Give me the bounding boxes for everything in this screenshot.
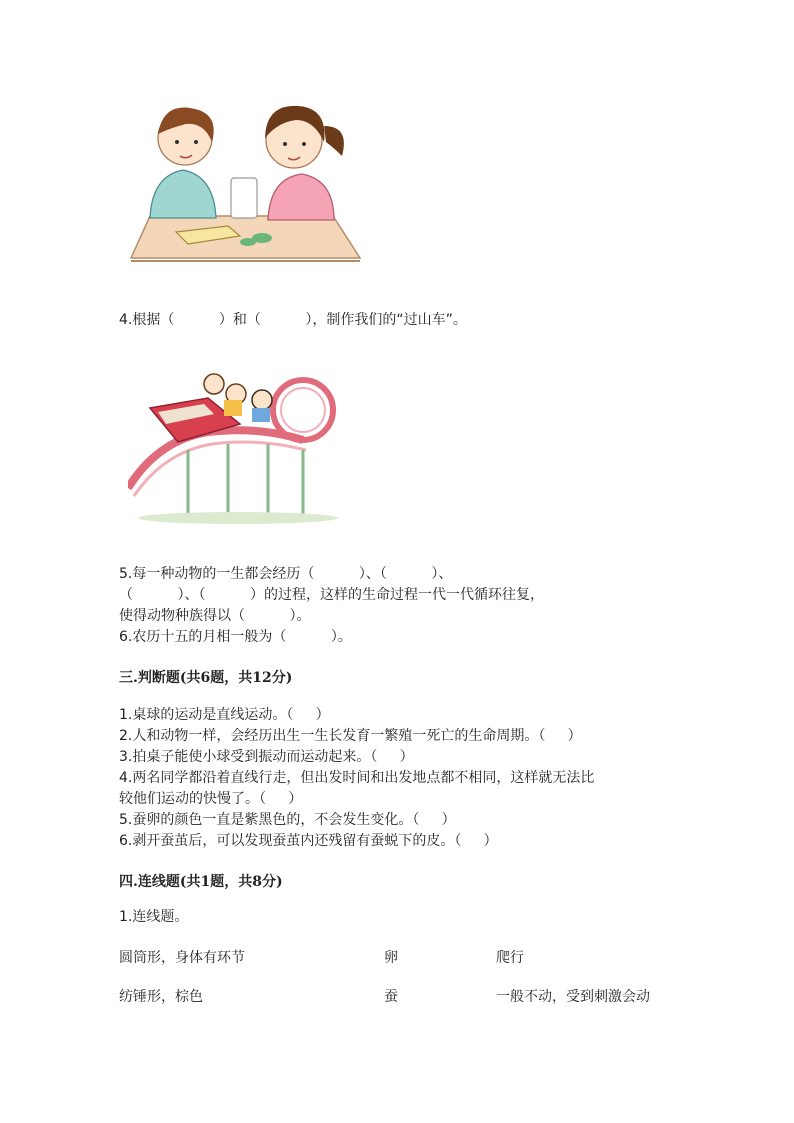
judge-item-2: 2.人和动物一样，会经历出生一生长发育一繁殖一死亡的生命周期。（ ） bbox=[119, 728, 582, 744]
matching-right-2: 一般不动，受到刺激会动 bbox=[496, 989, 650, 1005]
children-observing-illustration bbox=[128, 98, 363, 268]
matching-middle-2: 蚕 bbox=[384, 989, 398, 1005]
question-5-line-2: （ ）、（ ）的过程，这样的生命过程一代一代循环往复， bbox=[119, 587, 545, 603]
matching-question-1: 1.连线题。 bbox=[119, 909, 189, 925]
roller-coaster-illustration bbox=[128, 370, 338, 525]
judge-item-6: 6.剥开蚕茧后，可以发现蚕茧内还残留有蚕蜕下的皮。（ ） bbox=[119, 833, 498, 849]
question-5-line-1: 5.每一种动物的一生都会经历（ ）、（ ）、 bbox=[119, 566, 453, 582]
matching-left-1: 圆筒形，身体有环节 bbox=[119, 950, 245, 966]
question-5-line-3: 使得动物种族得以（ ）。 bbox=[119, 608, 311, 624]
judge-item-4: 4.两名同学都沿着直线行走，但出发时间和出发地点都不相同，这样就无法比 bbox=[119, 770, 595, 786]
judge-item-5: 5.蚕卵的颜色一直是紫黑色的，不会发生变化。（ ） bbox=[119, 812, 456, 828]
matching-left-2: 纺锤形，棕色 bbox=[119, 989, 203, 1005]
section-3-heading: 三.判断题(共6题，共12分) bbox=[119, 670, 293, 686]
judge-item-1: 1.桌球的运动是直线运动。（ ） bbox=[119, 707, 330, 723]
judge-item-3: 3.拍桌子能使小球受到振动而运动起来。（ ） bbox=[119, 749, 414, 765]
matching-right-1: 爬行 bbox=[496, 950, 524, 966]
question-4: 4.根据（ ）和（ ），制作我们的“过山车”。 bbox=[119, 312, 467, 328]
question-6: 6.农历十五的月相一般为（ ）。 bbox=[119, 629, 352, 645]
judge-item-4-cont: 较他们运动的快慢了。（ ） bbox=[119, 791, 303, 807]
matching-middle-1: 卵 bbox=[384, 950, 398, 966]
section-4-heading: 四.连线题(共1题，共8分) bbox=[119, 874, 283, 890]
